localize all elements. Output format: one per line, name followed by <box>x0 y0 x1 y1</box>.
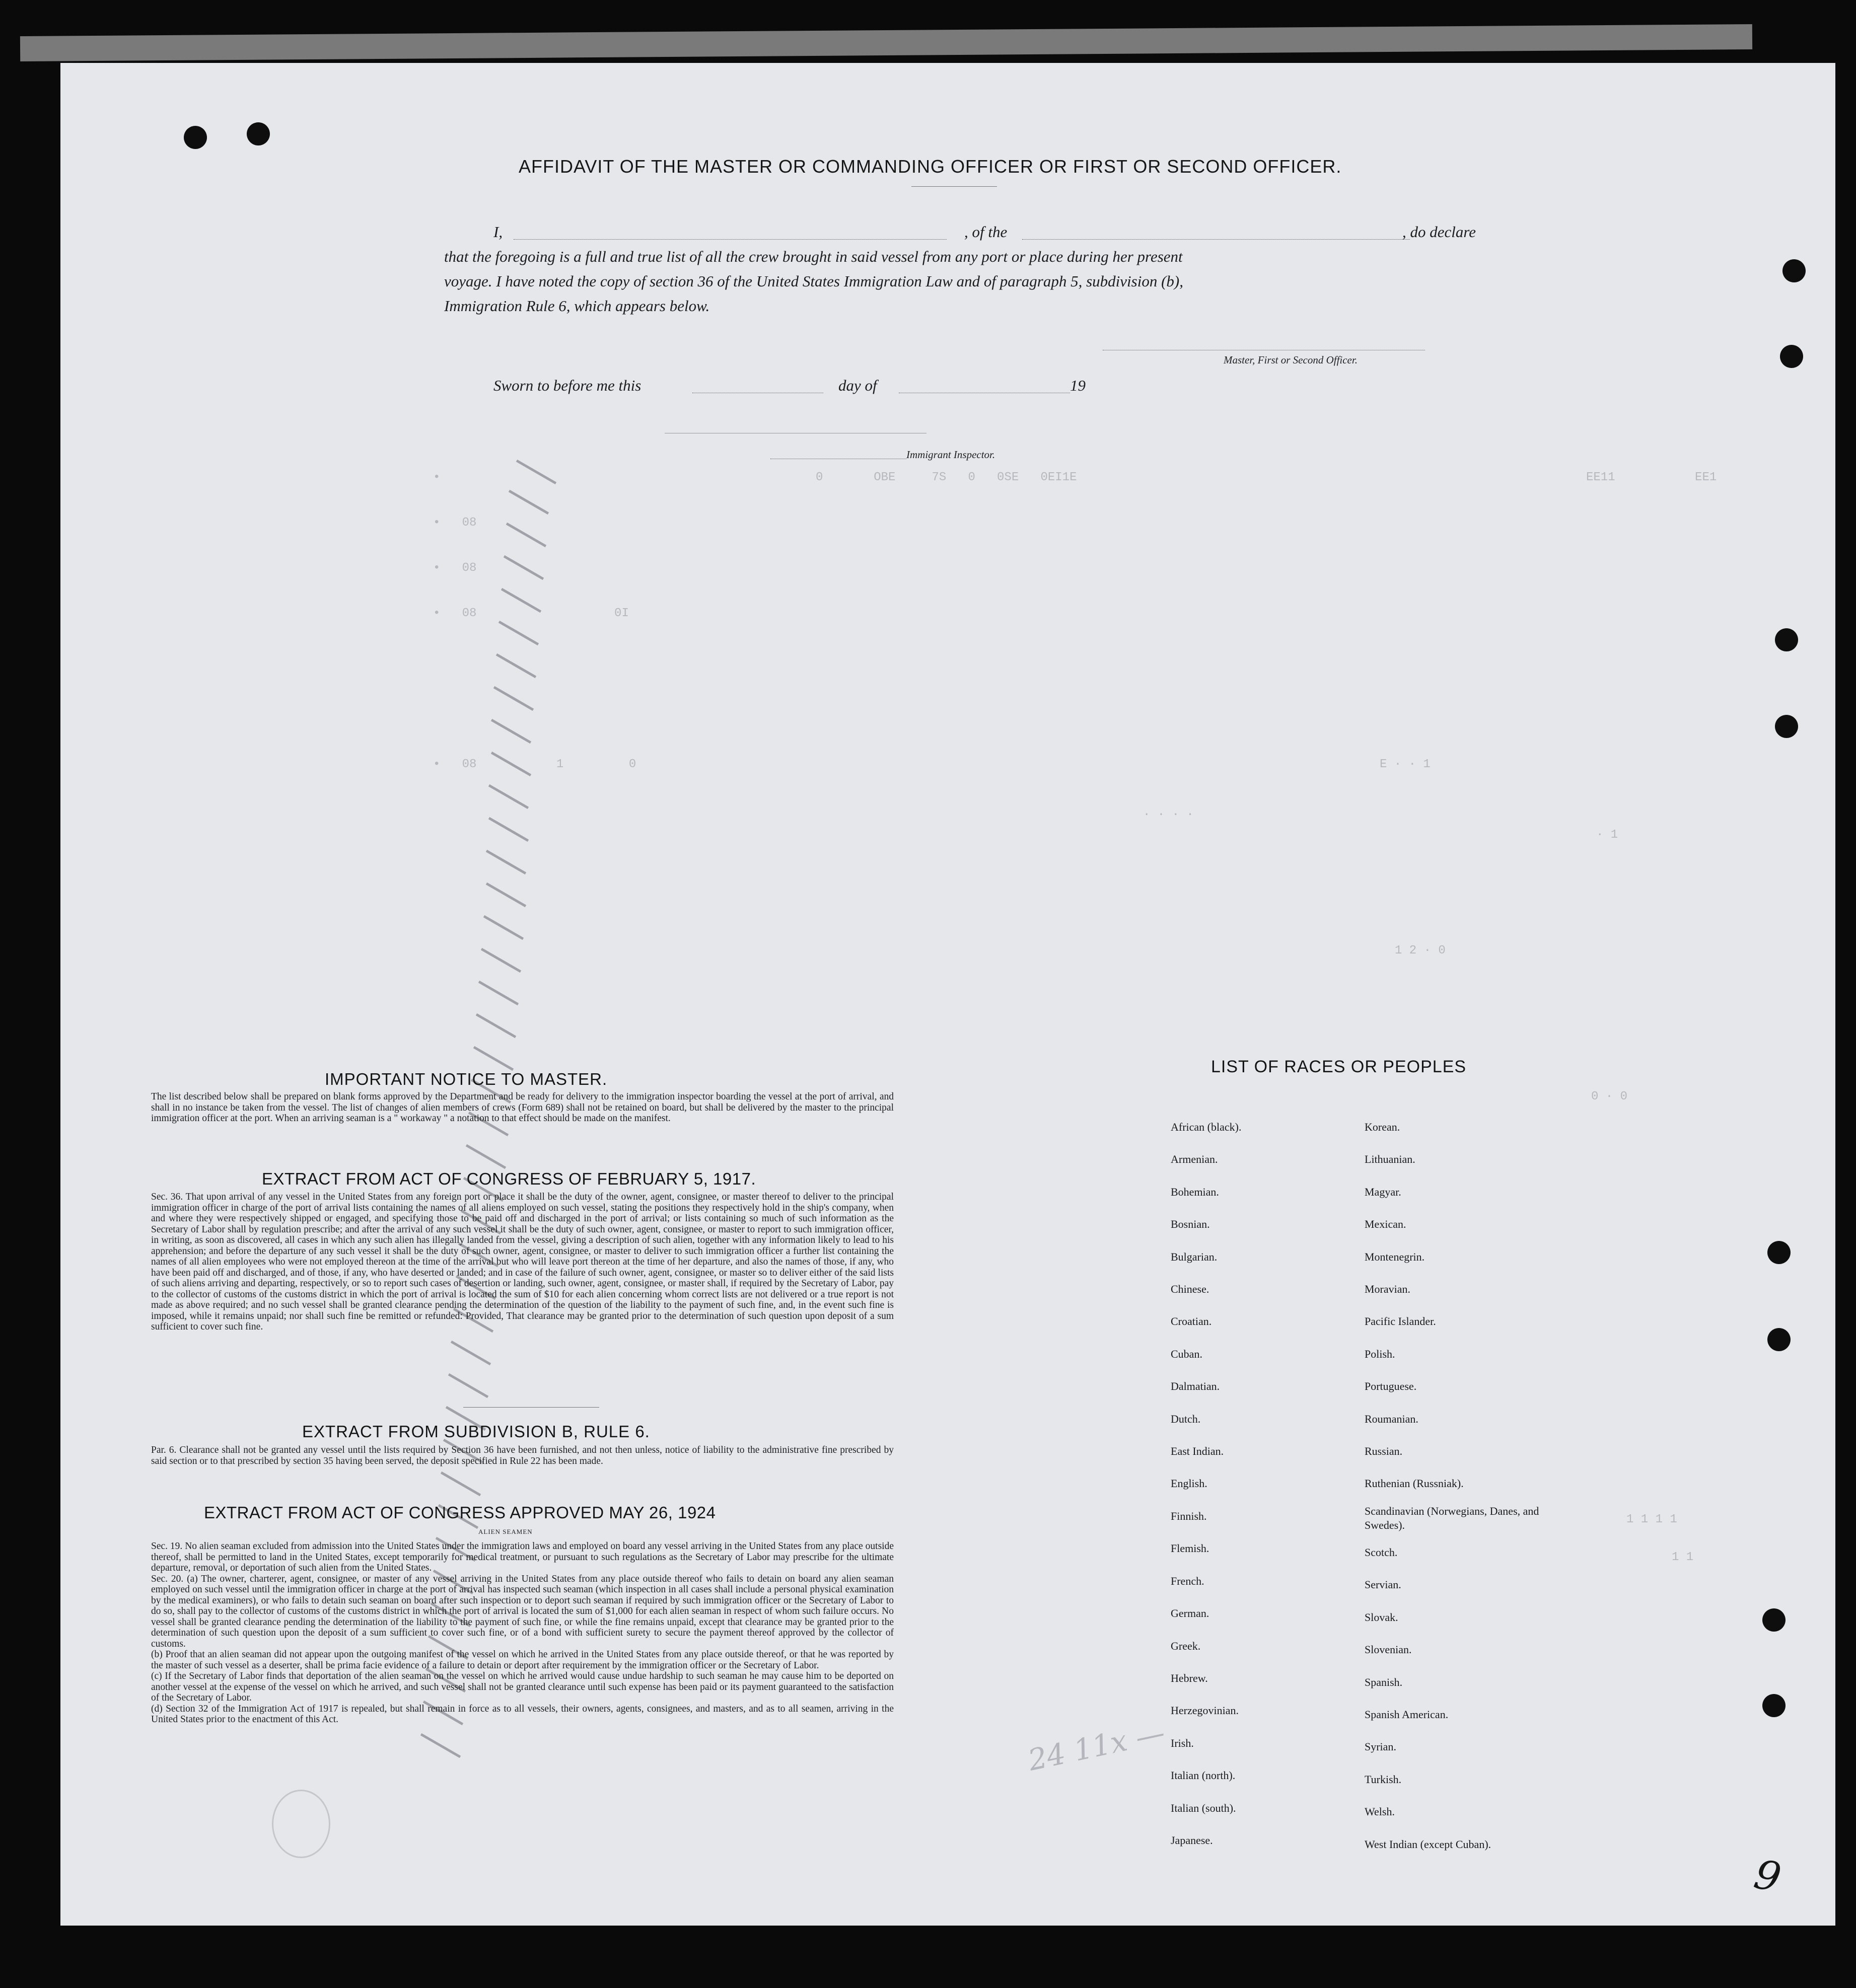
race-item: Flemish. <box>1171 1542 1209 1555</box>
race-item: East Indian. <box>1171 1445 1224 1458</box>
faint-pencil-annotation: 24 11x — <box>1025 1715 1168 1778</box>
race-item: German. <box>1171 1607 1209 1620</box>
race-item: Greek. <box>1171 1639 1201 1652</box>
declaration-line-2: that the foregoing is a full and true list of all the crew brought in said vessel from any port or place during her present <box>444 248 1183 265</box>
scanner-edge <box>20 24 1752 61</box>
rule-6-text: Par. 6. Clearance shall not be granted any vessel until the lists required by Section 36 have been furnished, and not then unless, notice of liability to the administrative fine prescribed by said section or to that prescribed by section 35 having been served, the deposit specified in Rule 22 has been made. <box>151 1445 894 1466</box>
race-item: African (black). <box>1171 1121 1242 1133</box>
race-item: Korean. <box>1365 1121 1400 1133</box>
section-19-text: Sec. 19. No alien seaman excluded from admission into the United States under the immigration laws and employed on board any vessel arriving in the United States from any place outside thereof, shall be permitted to land in the United States, except temporarily for medical treatment, or pursuant to such regulations as the Secretary of Labor may prescribe for the ultimate departure, removal, or deportation of such alien from the United States. <box>151 1541 894 1573</box>
race-item: Pacific Islander. <box>1365 1315 1436 1328</box>
race-item: Italian (south). <box>1171 1801 1236 1814</box>
race-item: Polish. <box>1365 1347 1395 1360</box>
race-item: Japanese. <box>1171 1833 1213 1847</box>
day-of-label: day of <box>838 377 877 394</box>
faint-stamp <box>272 1790 330 1858</box>
races-left-column <box>1171 1111 1352 1857</box>
punch-hole <box>1775 628 1798 651</box>
notice-text: The list described below shall be prepared on blank forms approved by the Department and be ready for delivery to the immigration inspector boarding the vessel at the port of arrival, and shall in no instance be taken from the vessel. The list of changes of alien members of crews (Form 689) shall not be retained on board, but shall be delivered by the master to the principal immigration officer at the port. When an arriving seaman is a " workaway " a notation to that effect should be made on the manifest. <box>151 1091 894 1124</box>
divider <box>463 1407 599 1408</box>
punch-hole <box>247 122 270 145</box>
section-20c-text: (c) If the Secretary of Labor finds that deportation of the alien seaman on the vessel on which he arrived would cause undue hardship to such seaman he may cause him to be deported on another vessel at the expense of the vessel on which he arrived, and such vessel shall not be granted clearance until such expense has been paid or its payment guaranteed to the satisfaction of the Secretary of Labor. <box>151 1671 894 1703</box>
vessel-name-blank[interactable] <box>1022 239 1410 240</box>
race-item: Spanish American. <box>1365 1708 1449 1721</box>
race-item: Lithuanian. <box>1365 1153 1415 1166</box>
race-item: Mexican. <box>1365 1218 1406 1231</box>
inspector-label: Immigrant Inspector. <box>906 449 995 461</box>
alien-seamen-subheading: ALIEN SEAMEN <box>478 1528 533 1535</box>
rule-6-heading: EXTRACT FROM SUBDIVISION B, RULE 6. <box>302 1422 650 1441</box>
extract-1924-body <box>151 1541 894 1725</box>
race-item: French. <box>1171 1574 1204 1587</box>
race-item: Welsh. <box>1365 1805 1395 1818</box>
race-item: Moravian. <box>1365 1283 1411 1296</box>
officer-signature-label: Master, First or Second Officer. <box>1224 354 1358 366</box>
race-item: Italian (north). <box>1171 1769 1236 1782</box>
race-item: Syrian. <box>1365 1740 1396 1753</box>
year-prefix: 19 <box>1070 377 1086 394</box>
race-item: West Indian (except Cuban). <box>1365 1837 1491 1851</box>
race-item: Croatian. <box>1171 1315 1212 1328</box>
race-item: Dutch. <box>1171 1412 1201 1425</box>
race-item: Portuguese. <box>1365 1380 1417 1393</box>
declaration-do-declare: , do declare <box>1402 223 1476 241</box>
punch-hole <box>1762 1694 1786 1717</box>
declaration-line-4: Immigration Rule 6, which appears below. <box>444 297 710 315</box>
document-page: • 0 OBE 7S 0 0SE 0EI1E EE11 EE1 • 08 • 08 • 08 0I • 08 1 0 · · · · E · · 1 · 1 1 2 · 0 0 · 0 1 1 1 1 1 1 AFFIDAVIT OF THE MASTER OR COMMANDING OFFICER OR FIRST OR SECOND OFFICER. I, , of the , do declare that the foregoing is a full and true list of all the crew brought in said vessel from any port or place during her present voyage. I have noted the copy of section 36 of the United States Immigration Law and of paragraph 5, subdivision (b), Immigration Rule 6, which appears below. Master, First or Second Officer. Sworn to before me this day of 19 Immigrant Inspector. IMPORTANT NOTICE TO MASTER. The list described below shall be prepared on blank forms approved by the Department and be ready for delivery to the immigration inspector boarding the vessel at the port of arrival, and shall in no instance be taken from the vessel. The list of changes of alien members of crews (Form 689) shall not be retained on board, but shall be delivered by the master to the principal immigration officer at the port. When an arriving seaman is a " workaway " a notation to that effect should be made on the manifest. EXTRACT FROM ACT OF CONGRESS OF FEBRUARY 5, 1917. Sec. 36. That upon arrival of any vessel in the United States from any foreign port or place it shall be the duty of the owner, agent, consignee, or master thereof to deliver to the principal immigration officer in charge of the port of arrival lists containing the names of all aliens employed on such vessel, stating the positions they respectively hold in the ship's company, when and where they were respectively shipped or engaged, and specifying those to be paid off and discharged in the port of arrival; or lists containing so much of such information as the Secretary of Labor shall by regulation prescribe; and after the arrival of any such vessel it shall be the duty of such owner, agent, consignee, or master to report to such immigration officer, in writing, as soon as discovered, all cases in which any such alien has illegally landed from the vessel, giving a description of such alien, together with any information likely to lead to his apprehension; and before the departure of any such vessel it shall be the duty of such owner, agent, consignee, or master to deliver to such immigration officer a further list containing the names of all alien employees who were not employed thereon at the time of the arrival but who will leave port thereon at the time of her departure, and also the names of those, if any, who have been paid off and discharged, and of those, if any, who have deserted or landed; and in case of the failure of such owner, agent, consignee, or master so to deliver either of the said lists of such aliens arriving and departing, respectively, or so to report such cases of desertion or landing, such owner, agent, consignee, or master shall, if required by the Secretary of Labor, pay to the collector of customs of the customs district in which the port of arrival is located the sum of $10 for each alien concerning whom correct lists are not delivered or a true report is not made as above required; and no such vessel shall be granted clearance pending the determination of the question of the liability to the payment of such fine, and, in the event such fine is imposed, while it remains unpaid; nor shall such fine be remitted or refunded: Provided, That clearance may be granted prior to the determination of such question upon deposit of a sum sufficient to cover such fine. EXTRACT FROM SUBDIVISION B, RULE 6. Par. 6. Clearance shall not be granted any vessel until the lists required by Section 36 have been furnished, and not then unless, notice of liability to the administrative fine prescribed by said section or to that prescribed by section 35 having been served, the deposit specified in Rule 22 has been made. EXTRACT FROM ACT OF CONGRESS APPROVED MAY 26, 1924 ALIEN SEAMEN Sec. 19. No alien seaman excluded from admission into the United States under the immigration laws and employed on board any vessel arriving in the United States from any place outside thereof, shall be permitted to land in the United States, except temporarily for medical treatment, or pursuant to such regulations as the Secretary of Labor may prescribe for the ultimate departure, removal, or deportation of such alien from the United States. Sec. 20. (a) The owner, charterer, agent, consignee, or master of any vessel arriving in the United States from any place outside thereof who fails to detain on board any alien seaman employed on such vessel until the immigration officer in charge at the port of arrival has inspected such seaman (which inspection in all cases shall include a personal physical examination by the medical examiners), or who fails to detain such seaman on board after such inspection or to deport such seaman if required by such immigration officer or the Secretary of Labor to do so, shall pay to the collector of customs of the customs district in which the port of arrival is located the sum of $1,000 for each alien seaman in respect of whom such failure occurs. No vessel shall be granted clearance pending the determination of the liability to the payment of such fine, or while the fine remains unpaid, except that clearance may be granted prior to the determination of such question upon the deposit of a sum sufficient to cover such fine, or of a bond with sufficient surety to secure the payment thereof approved by the collector of customs. (b) Proof that an alien seaman did not appear upon the outgoing manifest of the vessel on which he arrived in the United States from any place outside thereof, or that he was reported by the master of such vessel as a deserter, shall be prima facie evidence of a failure to detain or deport after requirement by the immigration officer or the Secretary of Labor. (c) If the Secretary of Labor finds that deportation of the alien seaman on the vessel on which he arrived would cause undue hardship to such seaman he may cause him to be deported on another vessel at the expense of the vessel on which he arrived, and such vessel shall not be granted clearance until such expense has been paid or its payment guaranteed to the satisfaction of the Secretary of Labor. (d) Section 32 of the Immigration Act of 1917 is repealed, but shall remain in force as to all vessels, their owners, agents, consignees, and masters, and as to all seamen, arriving in the United States prior to the enactment of this Act. LIST OF RACES OR PEOPLES African (black). Armenian. Bohemian. Bosnian. Bulgarian. Chinese. Croatian. Cuban. Dalmatian. Dutch. East Indian. English. Finnish. Flemish. French. German. Greek. Hebrew. Herzegovinian. Irish. Italian (north). Italian (south). Japanese. Korean. Lithuanian. Magyar. Mexican. Montenegrin. Moravian. Pacific Islander. Polish. Portuguese. Roumanian. Russian. Ruthenian (Russniak). Scandinavian (Norwegians, Danes, and Swedes). Scotch. Servian. Slovak. Slovenian. Spanish. Spanish American. Syrian. Turkish. Welsh. West Indian (except Cuban). 24 11x — 9 <box>60 63 1835 1926</box>
race-item: Bulgarian. <box>1171 1250 1218 1263</box>
punch-hole <box>1782 259 1806 282</box>
race-item: Magyar. <box>1365 1185 1401 1198</box>
race-item: Bohemian. <box>1171 1185 1219 1198</box>
divider <box>911 186 997 187</box>
declaration-of-the: , of the <box>964 223 1008 241</box>
extract-1917-text: Sec. 36. That upon arrival of any vessel in the United States from any foreign port or place it shall be the duty of the owner, agent, consignee, or master thereof to deliver to the principal immigration officer in charge of the port of arrival lists containing the names of all aliens employed on such vessel, stating the positions they respectively hold in the ship's company, when and where they were respectively shipped or engaged, and specifying those to be paid off and discharged in the port of arrival; or lists containing so much of such information as the Secretary of Labor shall by regulation prescribe; and after the arrival of any such vessel it shall be the duty of such owner, agent, consignee, or master to report to such immigration officer, in writing, as soon as discovered, all cases in which any such alien has illegally landed from the vessel, giving a description of such alien, together with any information likely to lead to his apprehension; and before the departure of any such vessel it shall be the duty of such owner, agent, consignee, or master to deliver to such immigration officer a further list containing the names of all alien employees who were not employed thereon at the time of the arrival but who will leave port thereon at the time of her departure, and also the names of those, if any, who have been paid off and discharged, and of those, if any, who have deserted or landed; and in case of the failure of such owner, agent, consignee, or master so to deliver either of the said lists of such aliens arriving and departing, respectively, or so to report such cases of desertion or landing, such owner, agent, consignee, or master shall, if required by the Secretary of Labor, pay to the collector of customs of the customs district in which the port of arrival is located the sum of $10 for each alien concerning whom correct lists are not delivered or a true report is not made as above required; and no such vessel shall be granted clearance pending the determination of the question of the liability to the payment of such fine, and, in the event such fine is imposed, while it remains unpaid; nor shall such fine be remitted or refunded: Provided, That clearance may be granted prior to the determination of such question upon deposit of a sum sufficient to cover such fine. <box>151 1192 894 1332</box>
extract-1917-heading: EXTRACT FROM ACT OF CONGRESS OF FEBRUARY 5, 1917. <box>262 1169 756 1188</box>
races-right-column <box>1365 1111 1596 1861</box>
race-item: Russian. <box>1365 1445 1403 1458</box>
race-item: Bosnian. <box>1171 1218 1210 1231</box>
race-item: Dalmatian. <box>1171 1380 1220 1393</box>
section-20b-text: (b) Proof that an alien seaman did not appear upon the outgoing manifest of the vessel on which he arrived in the United States from any place outside thereof, or that he was reported by the master of such vessel as a deserter, shall be prima facie evidence of a failure to detain or deport after requirement by the immigration officer or the Secretary of Labor. <box>151 1649 894 1671</box>
punch-hole <box>1767 1328 1791 1351</box>
race-item: Hebrew. <box>1171 1671 1208 1684</box>
race-item: Servian. <box>1365 1578 1401 1591</box>
race-item: Roumanian. <box>1365 1412 1418 1425</box>
race-item: Finnish. <box>1171 1509 1207 1522</box>
section-20d-text: (d) Section 32 of the Immigration Act of 1917 is repealed, but shall remain in force as to all vessels, their owners, agents, consignees, and masters, and as to all seamen, arriving in the United States prior to the enactment of this Act. <box>151 1703 894 1725</box>
notice-heading: IMPORTANT NOTICE TO MASTER. <box>325 1070 608 1088</box>
declaration-line-3: voyage. I have noted the copy of section 36 of the United States Immigration Law and of paragraph 5, subdivision (b), <box>444 272 1183 290</box>
punch-hole <box>1767 1241 1791 1264</box>
sworn-label: Sworn to before me this <box>493 377 641 394</box>
master-name-blank[interactable] <box>514 239 947 240</box>
declaration-i: I, <box>493 223 503 241</box>
punch-hole <box>184 126 207 149</box>
race-item: Spanish. <box>1365 1675 1403 1688</box>
punch-hole <box>1780 345 1803 368</box>
race-item: Chinese. <box>1171 1283 1209 1296</box>
affidavit-title: AFFIDAVIT OF THE MASTER OR COMMANDING OFFICER OR FIRST OR SECOND OFFICER. <box>519 156 1342 177</box>
race-item: Cuban. <box>1171 1347 1202 1360</box>
races-heading: LIST OF RACES OR PEOPLES <box>1211 1057 1467 1076</box>
race-item: Ruthenian (Russniak). <box>1365 1477 1464 1490</box>
race-item: Turkish. <box>1365 1773 1402 1786</box>
race-item: Scotch. <box>1365 1545 1398 1559</box>
extract-1924-heading: EXTRACT FROM ACT OF CONGRESS APPROVED MAY 26, 1924 <box>204 1503 716 1522</box>
race-item: Scandinavian (Norwegians, Danes, and Swedes). <box>1365 1504 1539 1531</box>
handwritten-page-number: 9 <box>1750 1850 1786 1902</box>
race-item: Slovak. <box>1365 1610 1398 1624</box>
race-item: English. <box>1171 1477 1207 1490</box>
race-item: Montenegrin. <box>1365 1250 1425 1263</box>
race-item: Armenian. <box>1171 1153 1218 1166</box>
punch-hole <box>1775 715 1798 738</box>
race-item: Herzegovinian. <box>1171 1704 1239 1717</box>
race-item: Slovenian. <box>1365 1643 1412 1656</box>
punch-hole <box>1762 1608 1786 1632</box>
race-item: Irish. <box>1171 1736 1194 1749</box>
section-20a-text: Sec. 20. (a) The owner, charterer, agent, consignee, or master of any vessel arriving in the United States from any place outside thereof who fails to detain on board any alien seaman employed on such vessel until the immigration officer in charge at the port of arrival has inspected such seaman (which inspection in all cases shall include a personal physical examination by the medical examiners), or who fails to detain such seaman on board after such inspection or to deport such seaman if required by such immigration officer or the Secretary of Labor to do so, shall pay to the collector of customs of the customs district in which the port of arrival is located the sum of $1,000 for each alien seaman in respect of whom such failure occurs. No vessel shall be granted clearance pending the determination of the liability to the payment of such fine, or while the fine remains unpaid, except that clearance may be granted prior to the determination of such question upon the deposit of a sum sufficient to cover such fine, or of a bond with sufficient surety to secure the payment thereof approved by the collector of customs. <box>151 1573 894 1649</box>
